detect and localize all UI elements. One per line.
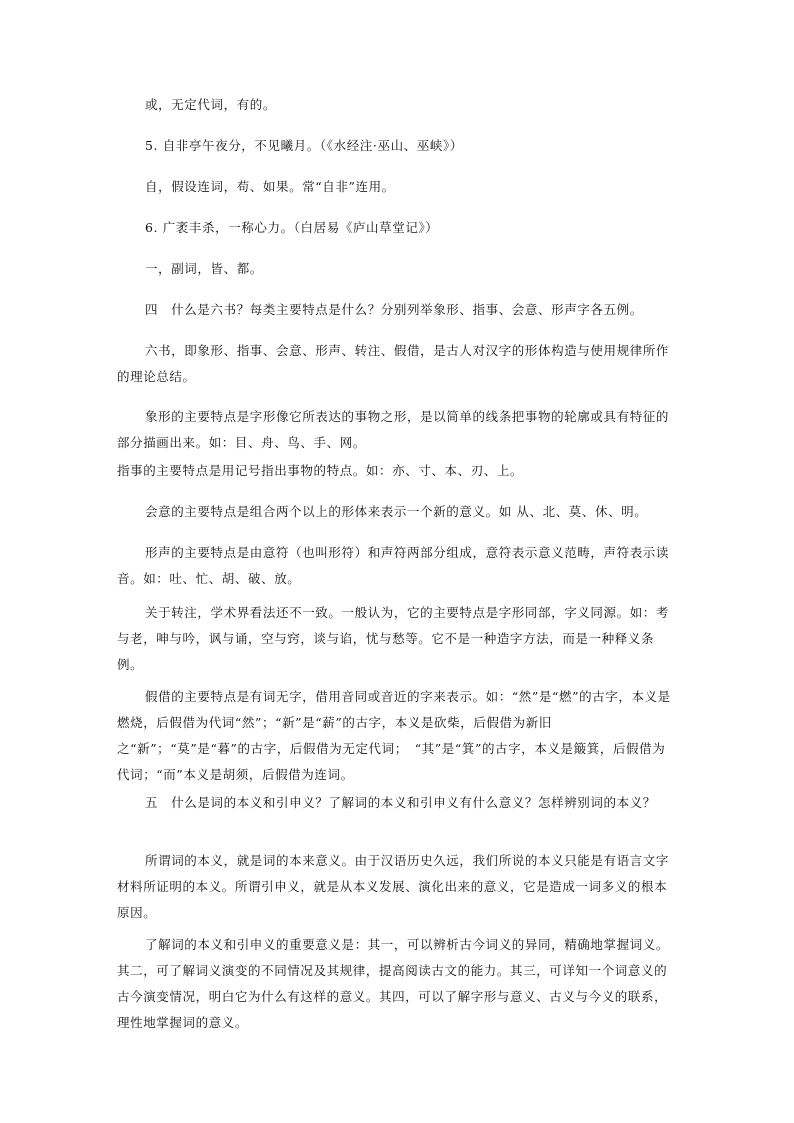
question-5-heading: 五 什么是词的本义和引申义？了解词的本义和引申义有什么意义？怎样辨别词的本义？: [145, 795, 656, 810]
paragraph-zhishi: 指事的主要特点是用记号指出事物的特点。如：亦、寸、本、刃、上。: [117, 463, 524, 478]
paragraph-benyi-definition: 所谓词的本义，就是词的本来意义。由于汉语历史久远，我们所说的本义只能是有语言文字材料所证明的本义。所谓引申义，就是从本义发展、演化出来的意义，它是造成一词多义的根本原因。: [117, 853, 670, 920]
paragraph-example-6: 6. 广袤丰杀，一称心力。（白居易《庐山草堂记》）: [145, 220, 439, 235]
paragraph-huo-definition: 或，无定代词，有的。: [145, 97, 277, 112]
question-4-heading: 四 什么是六书？每类主要特点是什么？分别列举象形、指事、会意、形声字各五例。: [145, 302, 643, 317]
paragraph-significance: 了解词的本义和引申义的重要意义是：其一，可以辨析古今词义的异同，精确地掌握词义。其二，可了解词义演变的不同情况及其规律，提高阅读古文的能力。其三，可详知一个词意义的古今演变情况，明白它为什么有这样的意义。其四，可以了解字形与意义、古义与今义的联系，理性地掌握词的意义。: [117, 937, 670, 1030]
paragraph-yi-definition: 一，副词，皆、都。: [145, 261, 263, 276]
paragraph-zhuanzhu: 关于转注，学术界看法还不一致。一般认为，它的主要特点是字形同部，字义同源。如：考与老，呻与吟，讽与诵，空与窍，谈与谄，忧与愁等。它不是一种造字方法，而是一种释义条例。: [117, 605, 670, 672]
paragraph-zi-definition: 自，假设连词，苟、如果。常“自非”连用。: [145, 179, 395, 194]
paragraph-liushu-definition: 六书，即象形、指事、会意、形声、转注、假借，是古人对汉字的形体构造与使用规律所作的理论总结。: [117, 343, 670, 384]
paragraph-jiajie: 假借的主要特点是有词无字，借用音同或音近的字来表示。如：“然”是“燃”的古字，本义是燃烧，后假借为代词“然”；“新”是“薪”的古字，本义是砍柴，后假借为新旧之“新”；“莫”是“暮”的古字，后假借为无定代词； “其”是“箕”的古字，本义是簸箕，后假借为代词；“而”本义是胡须，后假借为连词。: [117, 689, 671, 782]
paragraph-xiangxing: 象形的主要特点是字形像它所表达的事物之形，是以简单的线条把事物的轮廓或具有特征的部分描画出来。如：目、舟、鸟、手、网。: [117, 409, 670, 450]
paragraph-huiyi: 会意的主要特点是组合两个以上的形体来表示一个新的意义。如 从、北、莫、休、明。: [145, 504, 648, 519]
paragraph-example-5: 5. 自非亭午夜分，不见曦月。（《水经注·巫山、巫峡》）: [145, 138, 463, 153]
paragraph-xingsheng: 形声的主要特点是由意符（也叫形符）和声符两部分组成，意符表示意义范畴，声符表示读音。如：吐、忙、胡、破、放。: [117, 545, 670, 586]
